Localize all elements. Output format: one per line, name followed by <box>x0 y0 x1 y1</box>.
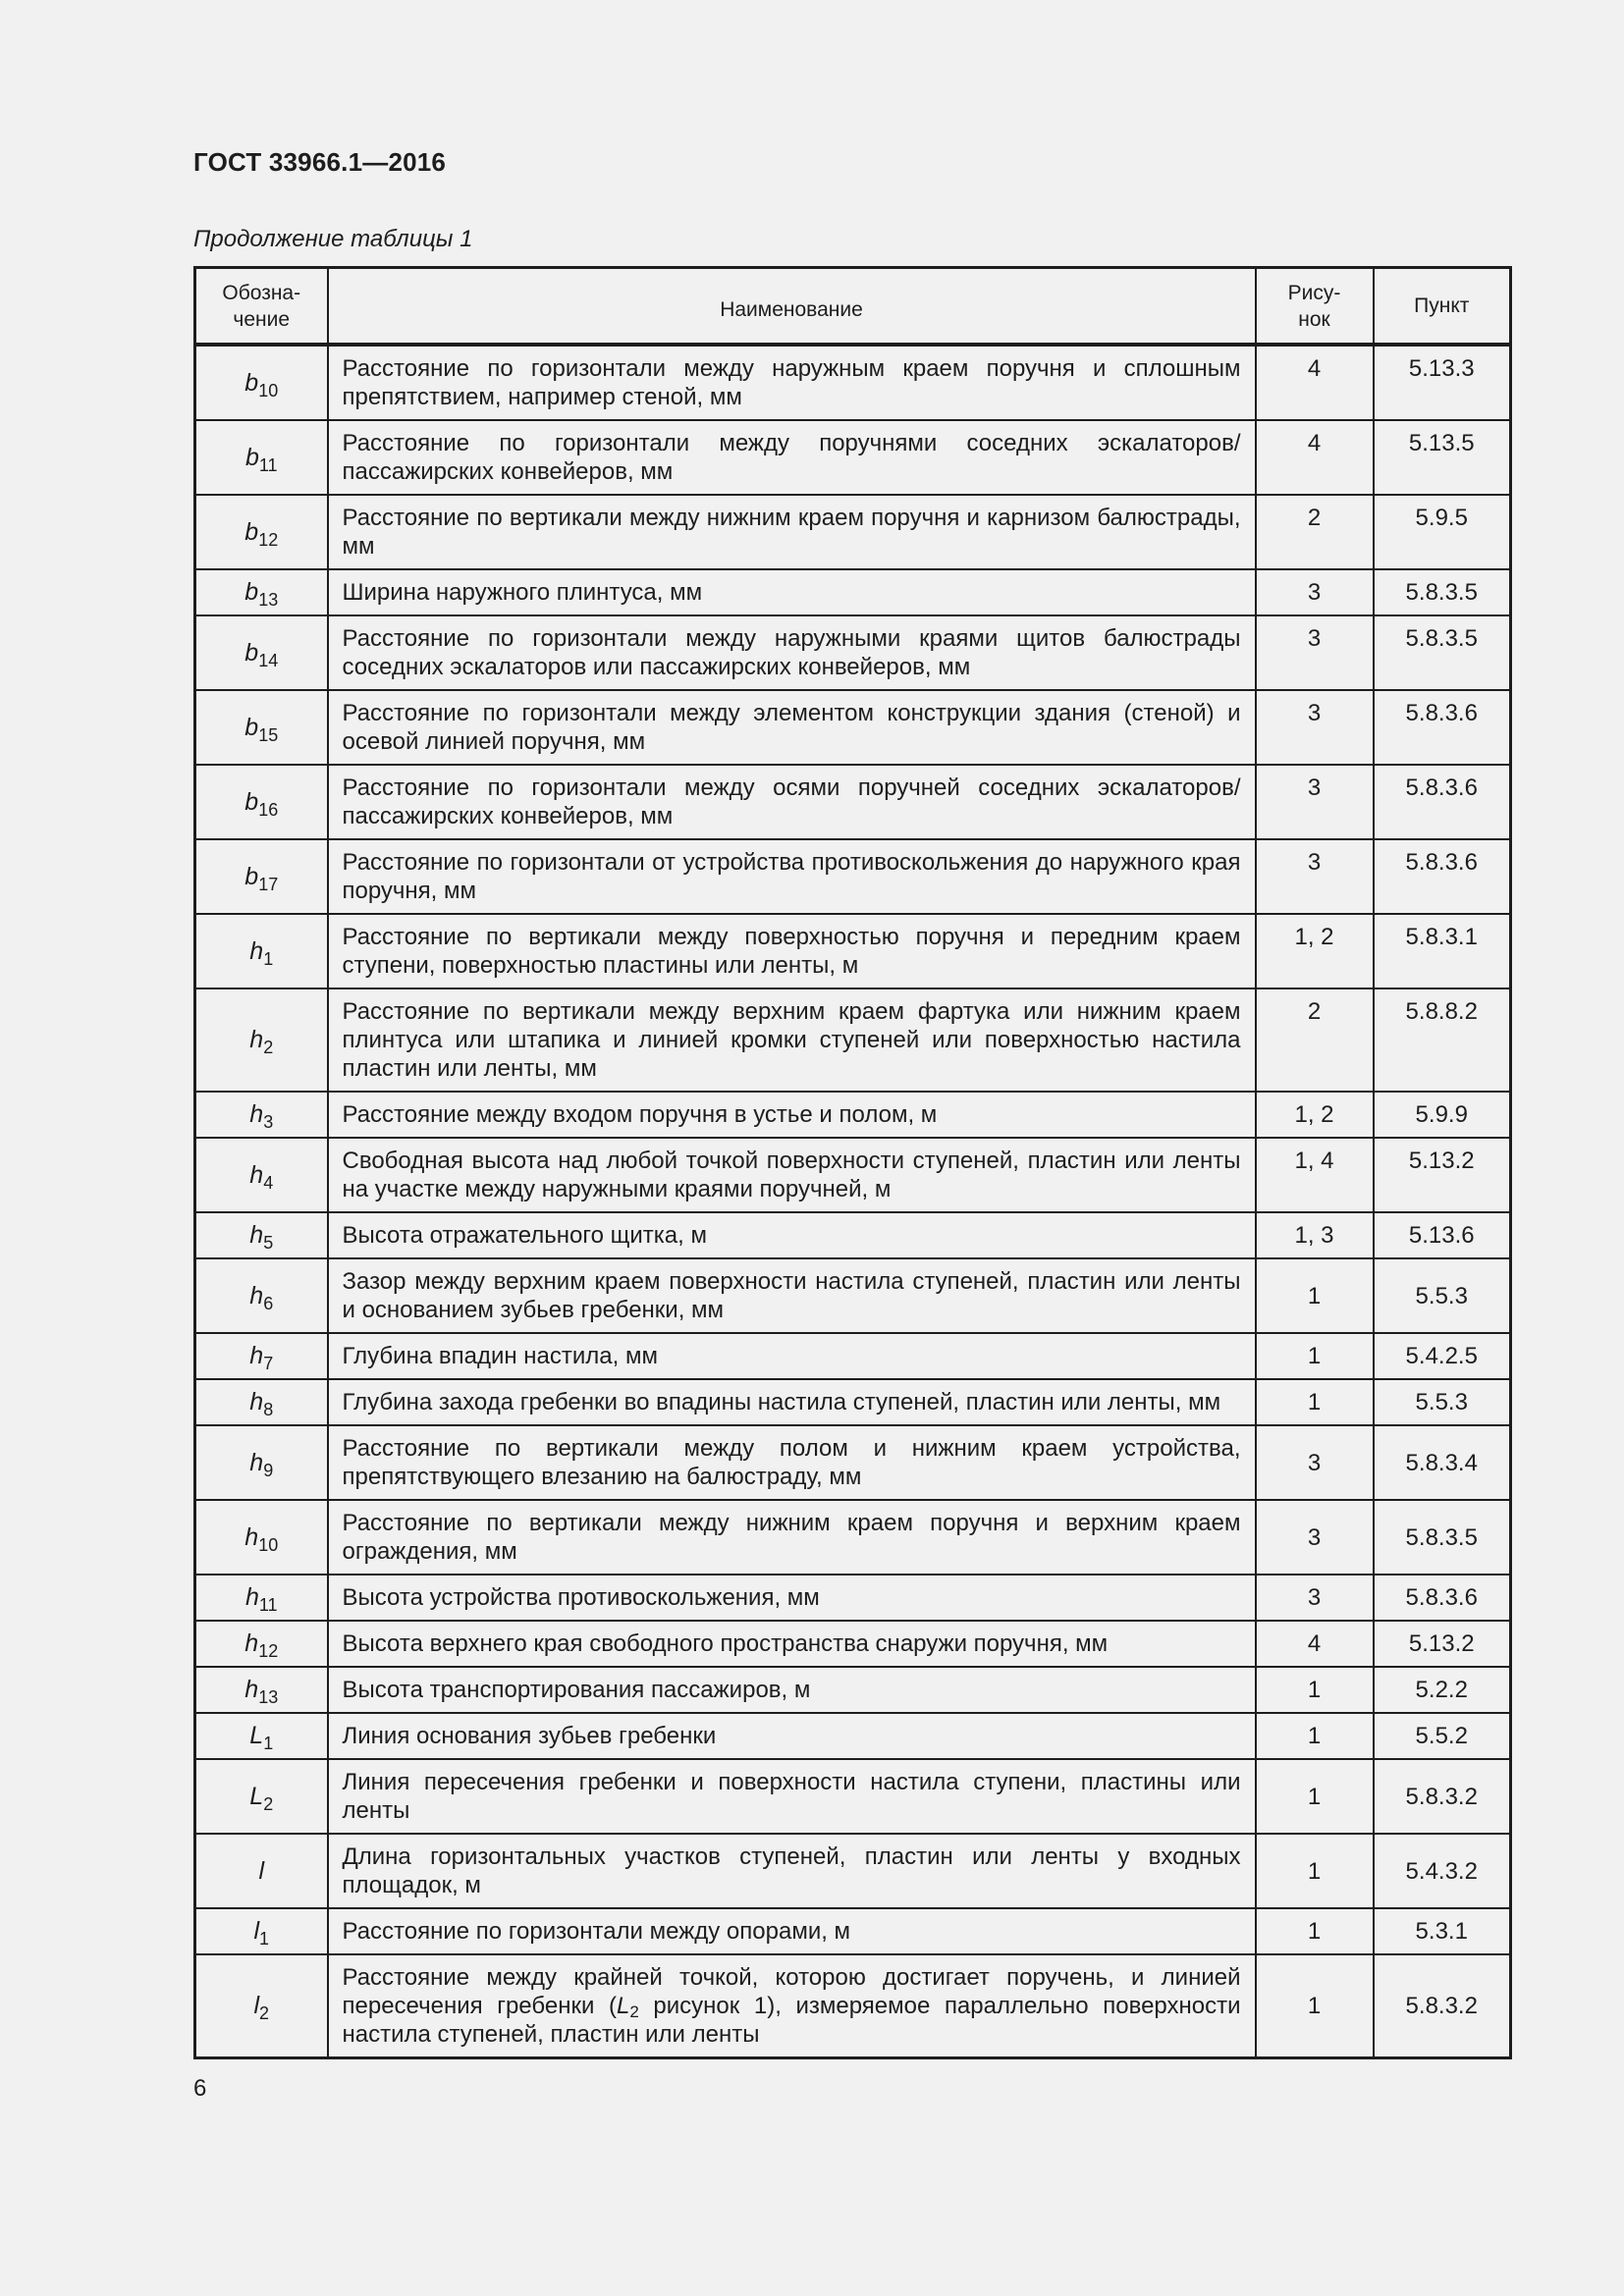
table-row <box>195 1834 1511 1908</box>
column-header-symbol-line2: чение <box>233 307 291 331</box>
figure-cell: 1 <box>1256 1834 1374 1908</box>
symbol-cell <box>195 615 328 690</box>
symbol-cell <box>195 420 328 495</box>
symbol-letter: h <box>249 1388 264 1415</box>
column-header-symbol <box>195 268 328 346</box>
symbol-cell <box>195 1379 328 1425</box>
symbol-letter: b <box>244 517 259 546</box>
figure-cell: 3 <box>1256 615 1374 690</box>
figure-cell: 3 <box>1256 839 1374 914</box>
symbol-letter: l <box>253 1992 260 2019</box>
name-cell: Расстояние по горизонтали между опорами, м <box>328 1908 1256 1954</box>
clause-cell: 5.8.3.5 <box>1374 615 1511 690</box>
figure-cell: 3 <box>1256 1575 1374 1621</box>
table-row <box>195 765 1511 839</box>
name-ref-subscript: 2 <box>629 2002 639 2021</box>
figure-cell: 1, 2 <box>1256 914 1374 988</box>
table-caption: Продолжение таблицы 1 <box>193 226 473 252</box>
symbol-subscript: 5 <box>263 1233 274 1253</box>
symbol-subscript: 16 <box>258 799 279 820</box>
clause-cell: 5.13.5 <box>1374 420 1511 495</box>
figure-cell: 2 <box>1256 495 1374 569</box>
name-cell: Линия пересечения гребенки и поверхности настила ступени, пластины или ленты <box>328 1759 1256 1834</box>
name-cell: Расстояние по горизонтали от устройства противоскольжения до наружного края поручня, мм <box>328 839 1256 914</box>
table-row <box>195 615 1511 690</box>
figure-cell: 3 <box>1256 569 1374 615</box>
symbol-cell <box>195 988 328 1092</box>
symbol-cell <box>195 495 328 569</box>
symbol-cell <box>195 1092 328 1138</box>
clause-cell: 5.8.3.5 <box>1374 1500 1511 1575</box>
clause-cell: 5.5.3 <box>1374 1258 1511 1333</box>
clause-cell: 5.2.2 <box>1374 1667 1511 1713</box>
symbol-letter: h <box>249 1342 264 1369</box>
clause-cell: 5.8.3.2 <box>1374 1954 1511 2058</box>
symbol-cell <box>195 1333 328 1379</box>
name-cell: Высота верхнего края свободного пространства снаружи поручня, мм <box>328 1621 1256 1667</box>
table-row <box>195 420 1511 495</box>
symbol-cell <box>195 1908 328 1954</box>
figure-cell: 1, 3 <box>1256 1212 1374 1258</box>
table-row <box>195 1667 1511 1713</box>
symbol-cell <box>195 1425 328 1500</box>
table-row <box>195 569 1511 615</box>
figure-cell: 1 <box>1256 1333 1374 1379</box>
figure-cell: 1, 2 <box>1256 1092 1374 1138</box>
table-row <box>195 1379 1511 1425</box>
clause-cell: 5.13.3 <box>1374 345 1511 420</box>
figure-cell: 3 <box>1256 690 1374 765</box>
symbol-cell <box>195 1138 328 1212</box>
symbol-cell <box>195 569 328 615</box>
symbol-cell <box>195 690 328 765</box>
name-cell: Глубина впадин настила, мм <box>328 1333 1256 1379</box>
name-cell: Расстояние по горизонтали между поручнями соседних эскалаторов/пассажирских конвейеров, мм <box>328 420 1256 495</box>
symbol-cell <box>195 1258 328 1333</box>
symbol-subscript: 1 <box>263 1734 274 1753</box>
clause-cell: 5.9.9 <box>1374 1092 1511 1138</box>
name-cell: Свободная высота над любой точкой поверхности ступеней, пластин или ленты на участке между наружными краями поручней, м <box>328 1138 1256 1212</box>
symbol-cell <box>195 765 328 839</box>
figure-cell: 1 <box>1256 1258 1374 1333</box>
clause-cell: 5.8.3.6 <box>1374 839 1511 914</box>
clause-cell: 5.8.3.2 <box>1374 1759 1511 1834</box>
name-cell: Высота транспортирования пассажиров, м <box>328 1667 1256 1713</box>
name-cell: Зазор между верхним краем поверхности настила ступеней, пластин или ленты и основанием зубьев гребенки, мм <box>328 1258 1256 1333</box>
symbol-letter: h <box>249 1281 264 1309</box>
symbol-letter: b <box>244 787 259 816</box>
table-row <box>195 690 1511 765</box>
table-row <box>195 1092 1511 1138</box>
name-cell: Расстояние по горизонтали между осями поручней соседних эскалаторов/пассажирских конвейеров, мм <box>328 765 1256 839</box>
figure-cell: 4 <box>1256 1621 1374 1667</box>
table-row <box>195 1258 1511 1333</box>
symbol-subscript: 7 <box>263 1354 274 1373</box>
table-row <box>195 1759 1511 1834</box>
clause-cell: 5.5.3 <box>1374 1379 1511 1425</box>
figure-cell: 1 <box>1256 1667 1374 1713</box>
clause-cell: 5.3.1 <box>1374 1908 1511 1954</box>
name-cell: Ширина наружного плинтуса, мм <box>328 569 1256 615</box>
symbol-letter: L <box>249 1722 264 1749</box>
symbol-subscript: 10 <box>258 1534 279 1555</box>
symbol-subscript: 12 <box>258 1641 279 1661</box>
table-row <box>195 1713 1511 1759</box>
symbol-cell <box>195 1759 328 1834</box>
symbol-letter: h <box>244 1583 259 1611</box>
symbol-subscript: 11 <box>258 1595 278 1615</box>
column-header-name: Наименование <box>328 268 1256 346</box>
symbol-cell <box>195 1621 328 1667</box>
symbol-subscript: 8 <box>263 1400 274 1419</box>
symbol-cell <box>195 1954 328 2058</box>
name-cell: Расстояние по горизонтали между элементом конструкции здания (стеной) и осевой линией поручня, мм <box>328 690 1256 765</box>
column-header-figure <box>1256 268 1374 346</box>
clause-cell: 5.8.3.6 <box>1374 1575 1511 1621</box>
column-header-figure-line1: Рису- <box>1287 281 1341 304</box>
clause-cell: 5.8.3.4 <box>1374 1425 1511 1500</box>
clause-cell: 5.8.8.2 <box>1374 988 1511 1092</box>
table-row <box>195 1138 1511 1212</box>
symbol-letter: h <box>249 1448 264 1476</box>
symbol-cell <box>195 1575 328 1621</box>
symbol-subscript: 2 <box>263 1793 274 1814</box>
clause-cell: 5.13.2 <box>1374 1138 1511 1212</box>
clause-cell: 5.13.6 <box>1374 1212 1511 1258</box>
figure-cell: 3 <box>1256 1425 1374 1500</box>
symbol-subscript: 2 <box>263 1038 274 1057</box>
symbol-subscript: 15 <box>258 724 279 745</box>
symbol-subscript: 9 <box>263 1460 274 1480</box>
symbol-subscript: 11 <box>258 454 278 475</box>
table-header-row <box>195 268 1511 346</box>
name-cell: Расстояние по вертикали между полом и нижним краем устройства, препятствующего влезанию на балюстраду, мм <box>328 1425 1256 1500</box>
clause-cell: 5.4.3.2 <box>1374 1834 1511 1908</box>
name-cell: Длина горизонтальных участков ступеней, пластин или ленты у входных площадок, м <box>328 1834 1256 1908</box>
column-header-clause: Пункт <box>1374 268 1511 346</box>
symbol-letter: h <box>249 936 264 965</box>
symbol-letter: l <box>258 1856 265 1885</box>
figure-cell: 4 <box>1256 420 1374 495</box>
clause-cell: 5.8.3.1 <box>1374 914 1511 988</box>
table-row <box>195 345 1511 420</box>
symbols-table <box>193 266 1512 2059</box>
symbol-cell <box>195 1500 328 1575</box>
symbol-cell <box>195 1667 328 1713</box>
clause-cell: 5.8.3.6 <box>1374 765 1511 839</box>
column-header-symbol-line1: Обозна- <box>222 281 301 304</box>
symbol-cell <box>195 914 328 988</box>
symbol-subscript: 6 <box>263 1293 274 1313</box>
symbols-table-container <box>193 266 1509 2059</box>
symbol-subscript: 4 <box>263 1172 274 1193</box>
figure-cell: 1 <box>1256 1908 1374 1954</box>
name-cell: Расстояние по вертикали между нижним краем поручня и верхним краем ограждения, мм <box>328 1500 1256 1575</box>
symbol-letter: b <box>244 638 259 667</box>
symbol-letter: h <box>249 1026 264 1053</box>
document-header: ГОСТ 33966.1—2016 <box>193 147 447 177</box>
name-cell: Высота отражательного щитка, м <box>328 1212 1256 1258</box>
name-cell: Расстояние по горизонтали между наружными краями щитов балюстрады соседних эскалаторов или пассажирских конвейеров, мм <box>328 615 1256 690</box>
page-number: 6 <box>193 2075 207 2102</box>
name-cell: Высота устройства противоскольжения, мм <box>328 1575 1256 1621</box>
figure-cell: 1 <box>1256 1954 1374 2058</box>
figure-cell: 3 <box>1256 1500 1374 1575</box>
table-body <box>195 345 1511 2058</box>
symbol-letter: b <box>244 578 259 606</box>
symbol-letter: h <box>244 1629 259 1657</box>
symbol-letter: b <box>244 368 259 397</box>
symbol-cell <box>195 1212 328 1258</box>
symbol-subscript: 14 <box>258 650 279 670</box>
figure-cell: 1 <box>1256 1713 1374 1759</box>
symbol-subscript: 2 <box>259 2003 270 2023</box>
table-row <box>195 1954 1511 2058</box>
symbol-letter: L <box>249 1782 264 1810</box>
table-row <box>195 1425 1511 1500</box>
name-cell <box>328 1954 1256 2058</box>
clause-cell: 5.9.5 <box>1374 495 1511 569</box>
name-cell: Расстояние по горизонтали между наружным краем поручня и сплошным препятствием, например стеной, мм <box>328 345 1256 420</box>
symbol-cell <box>195 1713 328 1759</box>
figure-cell: 3 <box>1256 765 1374 839</box>
figure-cell: 1 <box>1256 1759 1374 1834</box>
table-row <box>195 1621 1511 1667</box>
symbol-letter: b <box>244 862 259 890</box>
name-text-after: рисунок 1), измеряемое параллельно поверхности настила ступеней, пластин или ленты <box>342 1993 1241 2048</box>
table-row <box>195 839 1511 914</box>
symbol-letter: h <box>244 1522 259 1551</box>
symbol-letter: h <box>249 1221 264 1249</box>
name-text-before: Расстояние между крайней точкой, которою достигает поручень, и линией пересечения гребенки ( <box>342 1964 1241 2019</box>
symbol-letter: b <box>244 443 259 471</box>
table-row <box>195 1575 1511 1621</box>
clause-cell: 5.4.2.5 <box>1374 1333 1511 1379</box>
symbol-letter: b <box>244 713 259 741</box>
table-row <box>195 988 1511 1092</box>
clause-cell: 5.5.2 <box>1374 1713 1511 1759</box>
column-header-figure-line2: нок <box>1298 307 1330 331</box>
name-cell: Линия основания зубьев гребенки <box>328 1713 1256 1759</box>
clause-cell: 5.13.2 <box>1374 1621 1511 1667</box>
symbol-subscript: 17 <box>258 874 279 894</box>
table-row <box>195 1500 1511 1575</box>
figure-cell: 1 <box>1256 1379 1374 1425</box>
symbol-subscript: 12 <box>258 529 279 550</box>
symbol-cell <box>195 839 328 914</box>
name-cell: Расстояние по вертикали между поверхностью поручня и передним краем ступени, поверхностью пластины или ленты, м <box>328 914 1256 988</box>
name-cell: Глубина захода гребенки во впадины настила ступеней, пластин или ленты, мм <box>328 1379 1256 1425</box>
clause-cell: 5.8.3.5 <box>1374 569 1511 615</box>
symbol-subscript: 13 <box>258 590 279 610</box>
symbol-subscript: 1 <box>259 1929 270 1949</box>
symbol-letter: h <box>244 1676 259 1703</box>
table-row <box>195 1212 1511 1258</box>
symbol-subscript: 3 <box>263 1112 274 1132</box>
symbol-letter: h <box>249 1160 264 1189</box>
figure-cell: 4 <box>1256 345 1374 420</box>
symbol-subscript: 1 <box>263 948 274 969</box>
name-ref-symbol: L <box>616 1993 630 2019</box>
symbol-letter: l <box>253 1917 260 1945</box>
symbol-subscript: 10 <box>258 380 279 400</box>
symbol-cell <box>195 345 328 420</box>
table-row <box>195 1908 1511 1954</box>
table-row <box>195 495 1511 569</box>
table-row <box>195 914 1511 988</box>
symbol-subscript: 13 <box>258 1687 279 1707</box>
clause-cell: 5.8.3.6 <box>1374 690 1511 765</box>
name-cell: Расстояние между входом поручня в устье и полом, м <box>328 1092 1256 1138</box>
figure-cell: 2 <box>1256 988 1374 1092</box>
name-cell: Расстояние по вертикали между нижним краем поручня и карнизом балюстрады, мм <box>328 495 1256 569</box>
table-row <box>195 1333 1511 1379</box>
figure-cell: 1, 4 <box>1256 1138 1374 1212</box>
symbol-letter: h <box>249 1100 264 1128</box>
symbol-cell <box>195 1834 328 1908</box>
name-cell: Расстояние по вертикали между верхним краем фартука или нижним краем плинтуса или штапика и линией кромки ступеней или поверхностью настила пластин или ленты, мм <box>328 988 1256 1092</box>
